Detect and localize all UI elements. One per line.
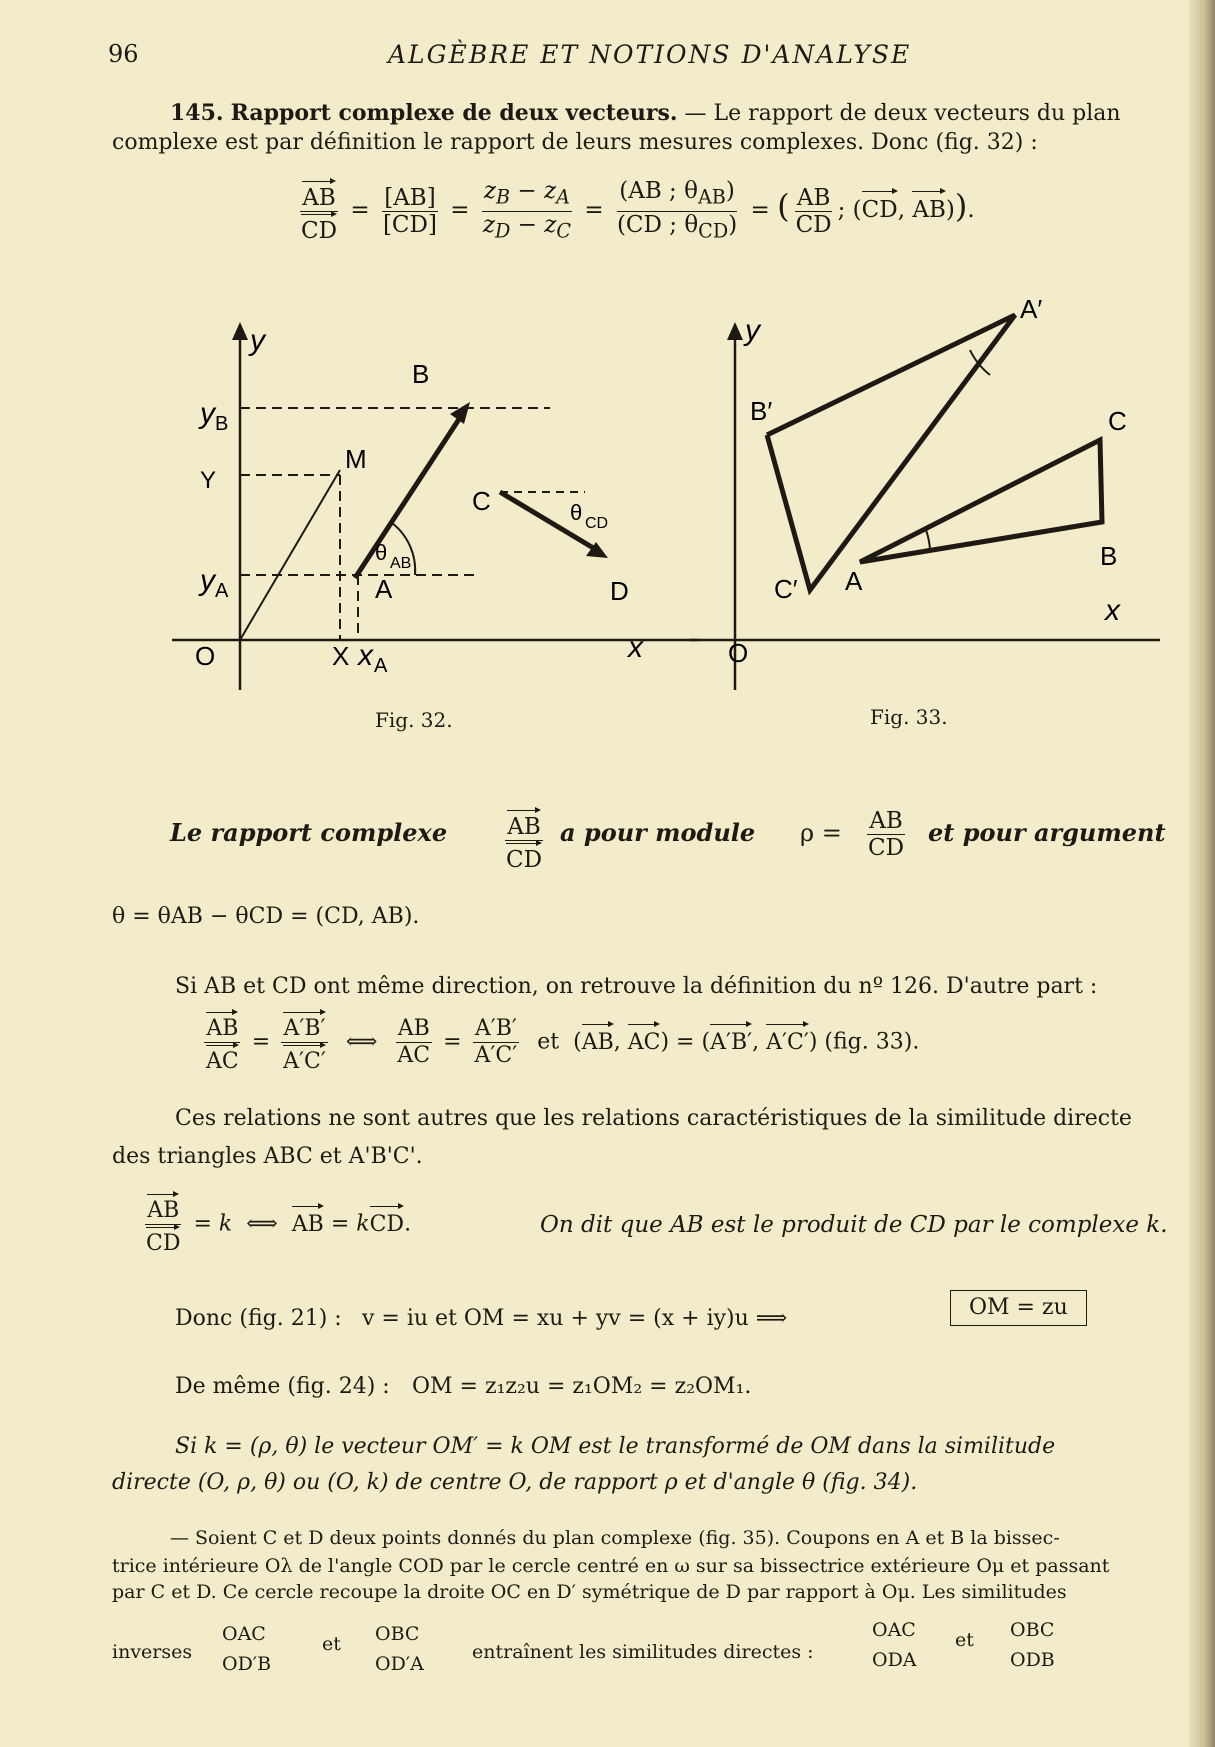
theorem-mid: a pour module <box>560 818 756 847</box>
section-heading-line <box>170 98 1190 129</box>
svg-text:M: M <box>345 444 367 474</box>
group-1-b: OD′B <box>222 1653 272 1675</box>
svg-text:B: B <box>1100 541 1118 571</box>
svg-text:θ: θ <box>375 540 388 565</box>
svg-text:θ: θ <box>570 500 583 525</box>
de-meme-label: De même (fig. 24) : <box>175 1374 390 1399</box>
figure-32 <box>160 320 720 700</box>
fig32-caption: Fig. 32. <box>375 708 453 732</box>
para-relations-2: des triangles ABC et A'B'C'. <box>112 1144 423 1169</box>
svg-text:O: O <box>728 638 749 668</box>
section-intro-2: complexe est par définition le rapport de leurs mesures complexes. Donc (fig. 32) : <box>112 130 1038 155</box>
group-3-b: ODA <box>872 1649 917 1671</box>
page-edge <box>1189 0 1215 1747</box>
group-2-a: OBC <box>375 1623 420 1645</box>
exercise-line-1: — Soient C et D deux points donnés du plan complexe (fig. 35). Coupons en A et B la bissec- <box>170 1527 1060 1549</box>
exercise-line-3: par C et D. Ce cercle recoupe la droite OC en D′ symétrique de D par rapport à Oμ. Les similitudes <box>112 1581 1067 1603</box>
figure-33 <box>690 290 1160 700</box>
fig33-caption: Fig. 33. <box>870 705 948 729</box>
svg-text:C′: C′ <box>774 574 798 604</box>
svg-text:B′: B′ <box>750 396 773 426</box>
section-title: Rapport complexe de deux vecteurs. <box>230 100 678 126</box>
svg-text:x: x <box>628 631 643 664</box>
svg-text:y: y <box>250 324 265 357</box>
svg-text:Y: Y <box>200 467 217 494</box>
svg-text:x: x <box>358 639 373 672</box>
svg-text:A: A <box>375 574 393 604</box>
svg-text:A: A <box>215 580 229 602</box>
product-formula: $\frac{AB}{CD}$ = k ⟺ AB = kCD. <box>140 1192 411 1257</box>
donc-boxed-formula: OM = zu <box>950 1290 1087 1326</box>
similitude-line-2: directe (O, ρ, θ) ou (O, k) de centre O, de rapport ρ et d'angle θ (fig. 34). <box>112 1470 918 1495</box>
similar-triangles-formula: $\frac{AB}{AC}$ = $\frac{A'B'}{A'C'}$ ⟺ $\frac{AB}{AC}$ = $\frac{A'B'}{A'C'}$ et (AB, AC) = (A′B′, A′C′) (fig. 33). <box>200 1010 919 1075</box>
para-same-direction: Si AB et CD ont même direction, on retrouve la définition du nº 126. D'autre part : <box>175 974 1098 999</box>
svg-text:y: y <box>745 314 760 347</box>
donc-formula: v = iu et OM = xu + yv = (x + iy)u ⟹ <box>362 1306 788 1331</box>
group-1-a: OAC <box>222 1623 266 1645</box>
svg-text:B: B <box>412 359 430 389</box>
group-3-a: OAC <box>872 1619 916 1641</box>
svg-text:x: x <box>1105 594 1120 627</box>
exercise-entrainent: entraînent les similitudes directes : <box>472 1641 814 1663</box>
main-formula: $\frac{AB}{CD}$ = $\frac{[AB]}{[CD]}$ = $\frac{z_B - z_A}{z_D - z_C}$ = $\frac{(AB ; \theta_{AB})}{(CD ; \theta_{CD})}$ = ( $\frac{AB}{CD}$ ; (CD, AB)). <box>301 178 975 244</box>
svg-text:B: B <box>215 413 229 435</box>
section-number: 145. <box>170 100 224 126</box>
svg-text:C: C <box>1108 406 1127 436</box>
theorem-argument: θ = θAB − θCD = (CD, AB). <box>112 904 420 929</box>
exercise-et-2: et <box>955 1629 974 1651</box>
svg-text:O: O <box>195 641 216 671</box>
group-4-a: OBC <box>1010 1619 1055 1641</box>
section-intro-1: — Le rapport de deux vecteurs du plan <box>684 101 1121 126</box>
svg-text:A: A <box>374 655 388 677</box>
product-text: On dit que AB est le produit de CD par le complexe k. <box>540 1212 1168 1238</box>
svg-text:y: y <box>200 564 215 597</box>
similitude-line-1: Si k = (ρ, θ) le vecteur OM′ = k OM est le transformé de OM dans la similitude <box>175 1434 1056 1459</box>
svg-text:AB: AB <box>390 555 412 572</box>
exercise-line-2: trice intérieure Oλ de l'angle COD par le cercle centré en ω sur sa bissectrice extérieure Oμ et passant <box>112 1555 1110 1577</box>
theorem-tail: et pour argument <box>928 818 1166 847</box>
svg-text:y: y <box>200 397 215 430</box>
svg-text:C: C <box>472 486 491 516</box>
page-number: 96 <box>108 40 139 68</box>
group-2-b: OD′A <box>375 1653 424 1675</box>
svg-text:D: D <box>610 576 629 606</box>
page-header <box>108 40 1188 76</box>
para-relations-1: Ces relations ne sont autres que les relations caractéristiques de la similitude directe <box>175 1106 1132 1131</box>
theorem-lead: Le rapport complexe <box>170 818 448 847</box>
theorem-rho: ρ = <box>800 819 842 847</box>
svg-text:CD: CD <box>585 515 609 532</box>
svg-text:A′: A′ <box>1020 294 1043 324</box>
exercise-inverses: inverses <box>112 1641 193 1663</box>
running-title: ALGÈBRE ET NOTIONS D'ANALYSE <box>388 40 912 69</box>
donc-label: Donc (fig. 21) : <box>175 1306 342 1331</box>
theorem-fraction-mod: $\frac{AB}{CD}$ <box>868 808 905 861</box>
exercise-et-1: et <box>322 1633 341 1655</box>
group-4-b: ODB <box>1010 1649 1055 1671</box>
svg-text:X: X <box>332 641 350 671</box>
svg-text:A: A <box>845 566 863 596</box>
de-meme-formula: OM = z₁z₂u = z₁OM₂ = z₂OM₁. <box>412 1374 752 1399</box>
theorem-fraction-ab-cd: $\frac{AB}{CD}$ <box>500 808 548 873</box>
